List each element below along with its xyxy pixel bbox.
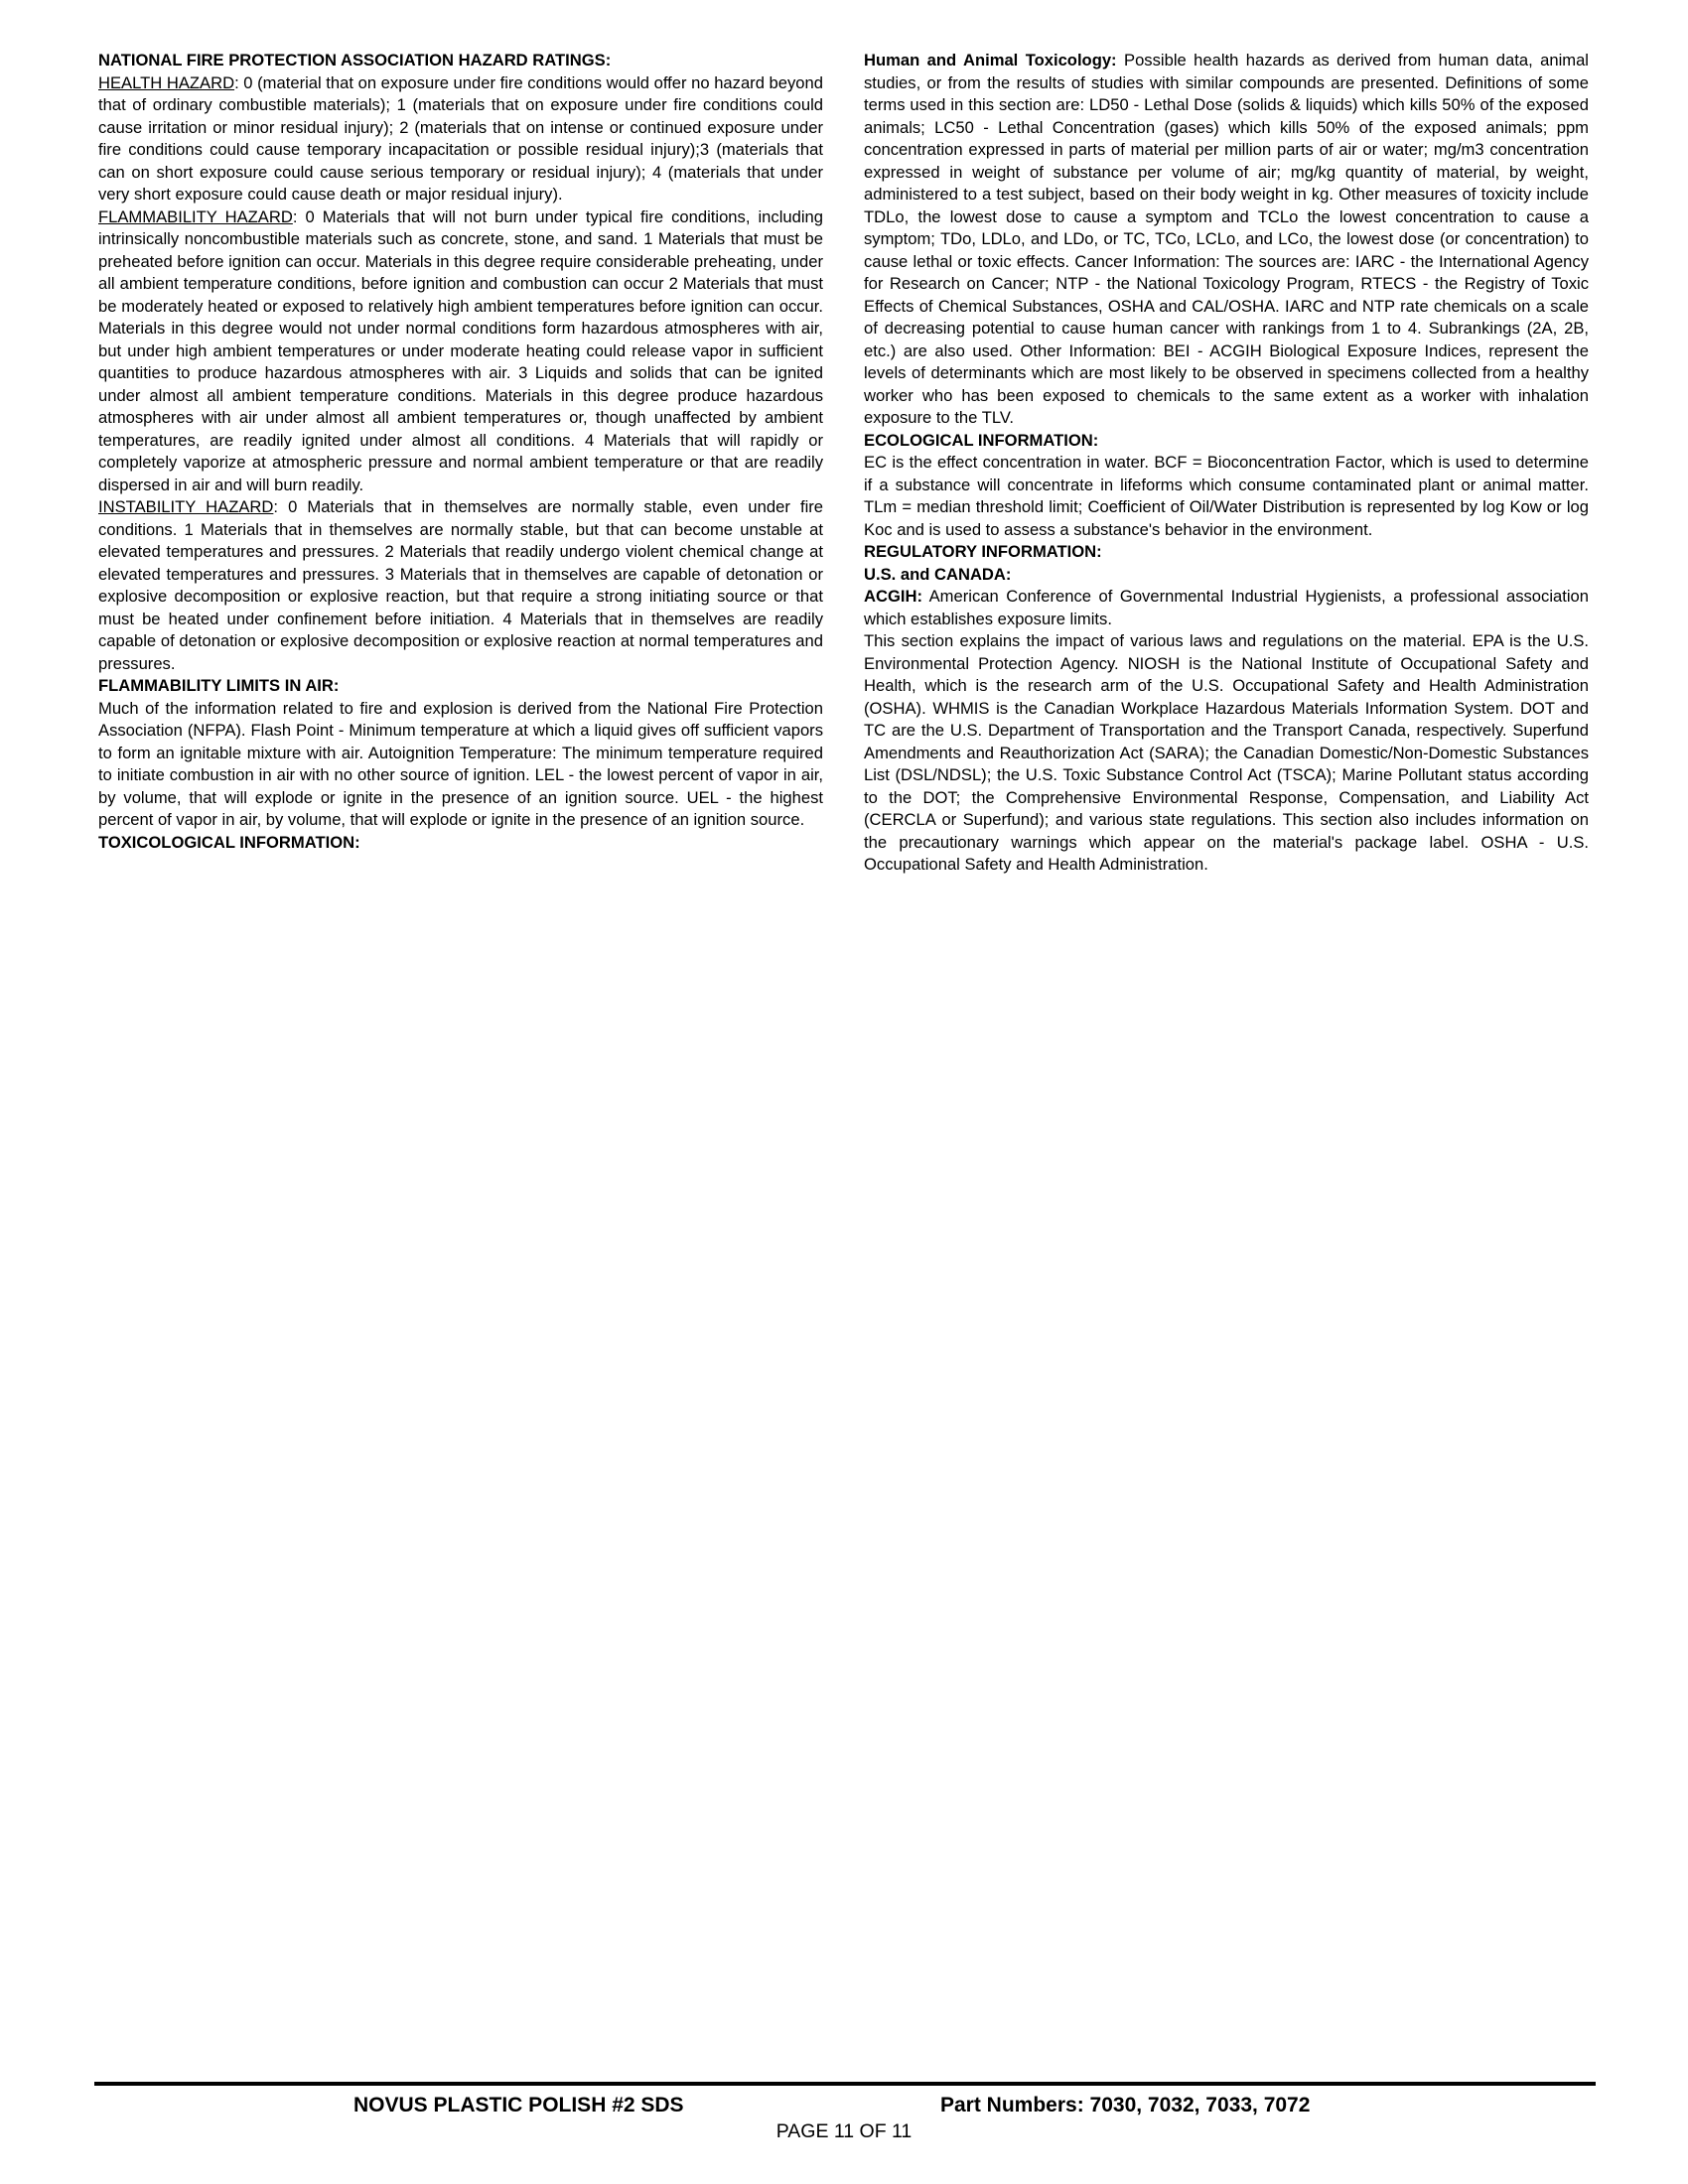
flammability-hazard-text: : 0 Materials that will not burn under typical fire conditions, including intrinsically noncombustible materials such as concrete, stone, and sand. 1 Materials that must be preheated before ignition can occur. Materials in this degree require considerable preheating, under all ambient temperature conditions, before ignition and combustion can occur 2 Materials that must be moderately heated or exposed to relatively high ambient temperatures before ignition can occur. Materials in this degree would not under normal conditions form hazardous atmospheres with air, but under high ambient temperatures or under moderate heating could release vapor in sufficient quantities to produce hazardous atmospheres with air. 3 Liquids and solids that can be ignited under almost all ambient temperature conditions. Materials in this degree produce hazardous atmospheres with air under almost all ambient temperatures or, though unaffected by ambient temperatures, are readily ignited under almost all conditions. 4 Materials that will rapidly or completely vaporize at atmospheric pressure and normal ambient temperature or that are readily dispersed in air and will burn readily. — [98, 206, 823, 494]
toxicology-paragraph — [864, 50, 1589, 430]
footer-document-title: NOVUS PLASTIC POLISH #2 SDS — [353, 2094, 684, 2116]
flammability-limits-heading: FLAMMABILITY LIMITS IN AIR: — [98, 676, 340, 695]
flammability-limits-text: Much of the information related to fire and explosion is derived from the National Fire Protection Association (NFPA). Flash Point - Minimum temperature at which a liquid gives off sufficient vapors to form an ignitable mixture with air. Autoignition Temperature: The minimum temperature required to initiate combustion in air with no other source of ignition. LEL - the lowest percent of vapor in air, by volume, that will explode or ignite in the presence of an ignition source. UEL - the highest percent of vapor in air, by volume, that will explode or ignite in the presence of an ignition source. — [98, 698, 823, 829]
acgih-label: ACGIH: — [864, 587, 922, 606]
health-hazard-label: HEALTH HAZARD — [98, 72, 235, 92]
regulatory-text: This section explains the impact of various laws and regulations on the material. EPA is the U.S. Environmental Protection Agency. NIOSH is the National Institute of Occupational Safety and Health, which is the research arm of the U.S. Occupational Safety and Health Administration (OSHA). WHMIS is the Canadian Workplace Hazardous Materials Information System. DOT and TC are the U.S. Department of Transportation and the Transport Canada, respectively. Superfund Amendments and Reauthorization Act (SARA); the Canadian Domestic/Non-Domestic Substances List (DSL/NDSL); the U.S. Toxic Substance Control Act (TSCA); Marine Pollutant status according to the DOT; the Comprehensive Environmental Response, Compensation, and Liability Act (CERCLA or Superfund); and various state regulations. This section also includes information on the precautionary warnings which appear on the material's package label. OSHA - U.S. Occupational Safety and Health Administration. — [864, 631, 1589, 874]
footer-divider — [94, 2082, 1596, 2086]
flammability-hazard-paragraph — [98, 206, 823, 497]
instability-hazard-paragraph — [98, 496, 823, 675]
acgih-paragraph — [864, 586, 1589, 630]
health-hazard-text: : 0 (material that on exposure under fire conditions would offer no hazard beyond that of ordinary combustible materials); 1 (materials that on exposure under fire conditions could cause irritation or minor residual injury); 2 (materials that on intense or continued exposure under fire conditions could cause temporary incapacitation or possible residual injury);3 (materials that can on short exposure could cause serious temporary or residual injury); 4 (materials that under very short exposure could cause death or major residual injury). — [98, 72, 823, 204]
footer-part-numbers: Part Numbers: 7030, 7032, 7033, 7072 — [940, 2094, 1311, 2116]
regulatory-heading: REGULATORY INFORMATION: — [864, 542, 1102, 561]
right-column — [864, 50, 1589, 877]
left-column — [98, 50, 823, 854]
flammability-hazard-label: FLAMMABILITY HAZARD — [98, 206, 293, 226]
ecological-text: EC is the effect concentration in water. BCF = Bioconcentration Factor, which is used to determine if a substance will concentrate in lifeforms which consume contaminated plant or animal matter. TLm = median threshold limit; Coefficient of Oil/Water Distribution is represented by log Kow or log Koc and is used to assess a substance's behavior in the environment. — [864, 453, 1589, 539]
us-canada-heading: U.S. and CANADA: — [864, 564, 1012, 584]
toxicological-heading: TOXICOLOGICAL INFORMATION: — [98, 832, 360, 852]
instability-hazard-label: INSTABILITY HAZARD — [98, 497, 274, 516]
ecological-heading: ECOLOGICAL INFORMATION: — [864, 430, 1099, 450]
toxicology-text: Possible health hazards as derived from human data, animal studies, or from the results of studies with similar compounds are presented. Definitions of some terms used in this section are: LD50 - Lethal Dose (solids & liquids) which kills 50% of the exposed animals; LC50 - Lethal Concentration (gases) which kills 50% of the exposed animals; ppm concentration expressed in parts of material per million parts of air or water; mg/m3 concentration expressed in weight of substance per volume of air; mg/kg quantity of material, by weight, administered to a test subject, based on their body weight in kg. Other measures of toxicity include TDLo, the lowest dose to cause a symptom and TCLo the lowest concentration to cause a symptom; TDo, LDLo, and LDo, or TC, TCo, LCLo, and LCo, the lowest dose (or concentration) to cause lethal or toxic effects. Cancer Information: The sources are: IARC - the International Agency for Research on Cancer; NTP - the National Toxicology Program, RTECS - the Registry of Toxic Effects of Chemical Substances, OSHA and CAL/OSHA. IARC and NTP rate chemicals on a scale of decreasing potential to cause human cancer with rankings from 1 to 4. Subrankings (2A, 2B, etc.) are also used. Other Information: BEI - ACGIH Biological Exposure Indices, represent the levels of determinants which are most likely to be observed in specimens collected from a healthy worker who has been exposed to chemicals to the same extent as a worker with inhalation exposure to the TLV. — [864, 51, 1589, 427]
acgih-text: American Conference of Governmental Industrial Hygienists, a professional association which establishes exposure limits. — [864, 587, 1589, 628]
toxicology-label: Human and Animal Toxicology: — [864, 51, 1117, 69]
health-hazard-paragraph — [98, 72, 823, 206]
nfpa-heading: NATIONAL FIRE PROTECTION ASSOCIATION HAZARD RATINGS: — [98, 51, 612, 69]
instability-hazard-text: : 0 Materials that in themselves are normally stable, even under fire conditions. 1 Materials that in themselves are normally stable, but that can become unstable at elevated temperatures and pressures. 2 Materials that readily undergo violent chemical change at elevated temperatures and pressures. 3 Materials that in themselves are capable of detonation or explosive decomposition or explosive reaction, but that require a strong initiating source or that must be heated under confinement before initiation. 4 Materials that in themselves are readily capable of detonation or explosive decomposition or explosive reaction at normal temperatures and pressures. — [98, 497, 824, 673]
footer-page-number: PAGE 11 OF 11 — [775, 2120, 913, 2142]
